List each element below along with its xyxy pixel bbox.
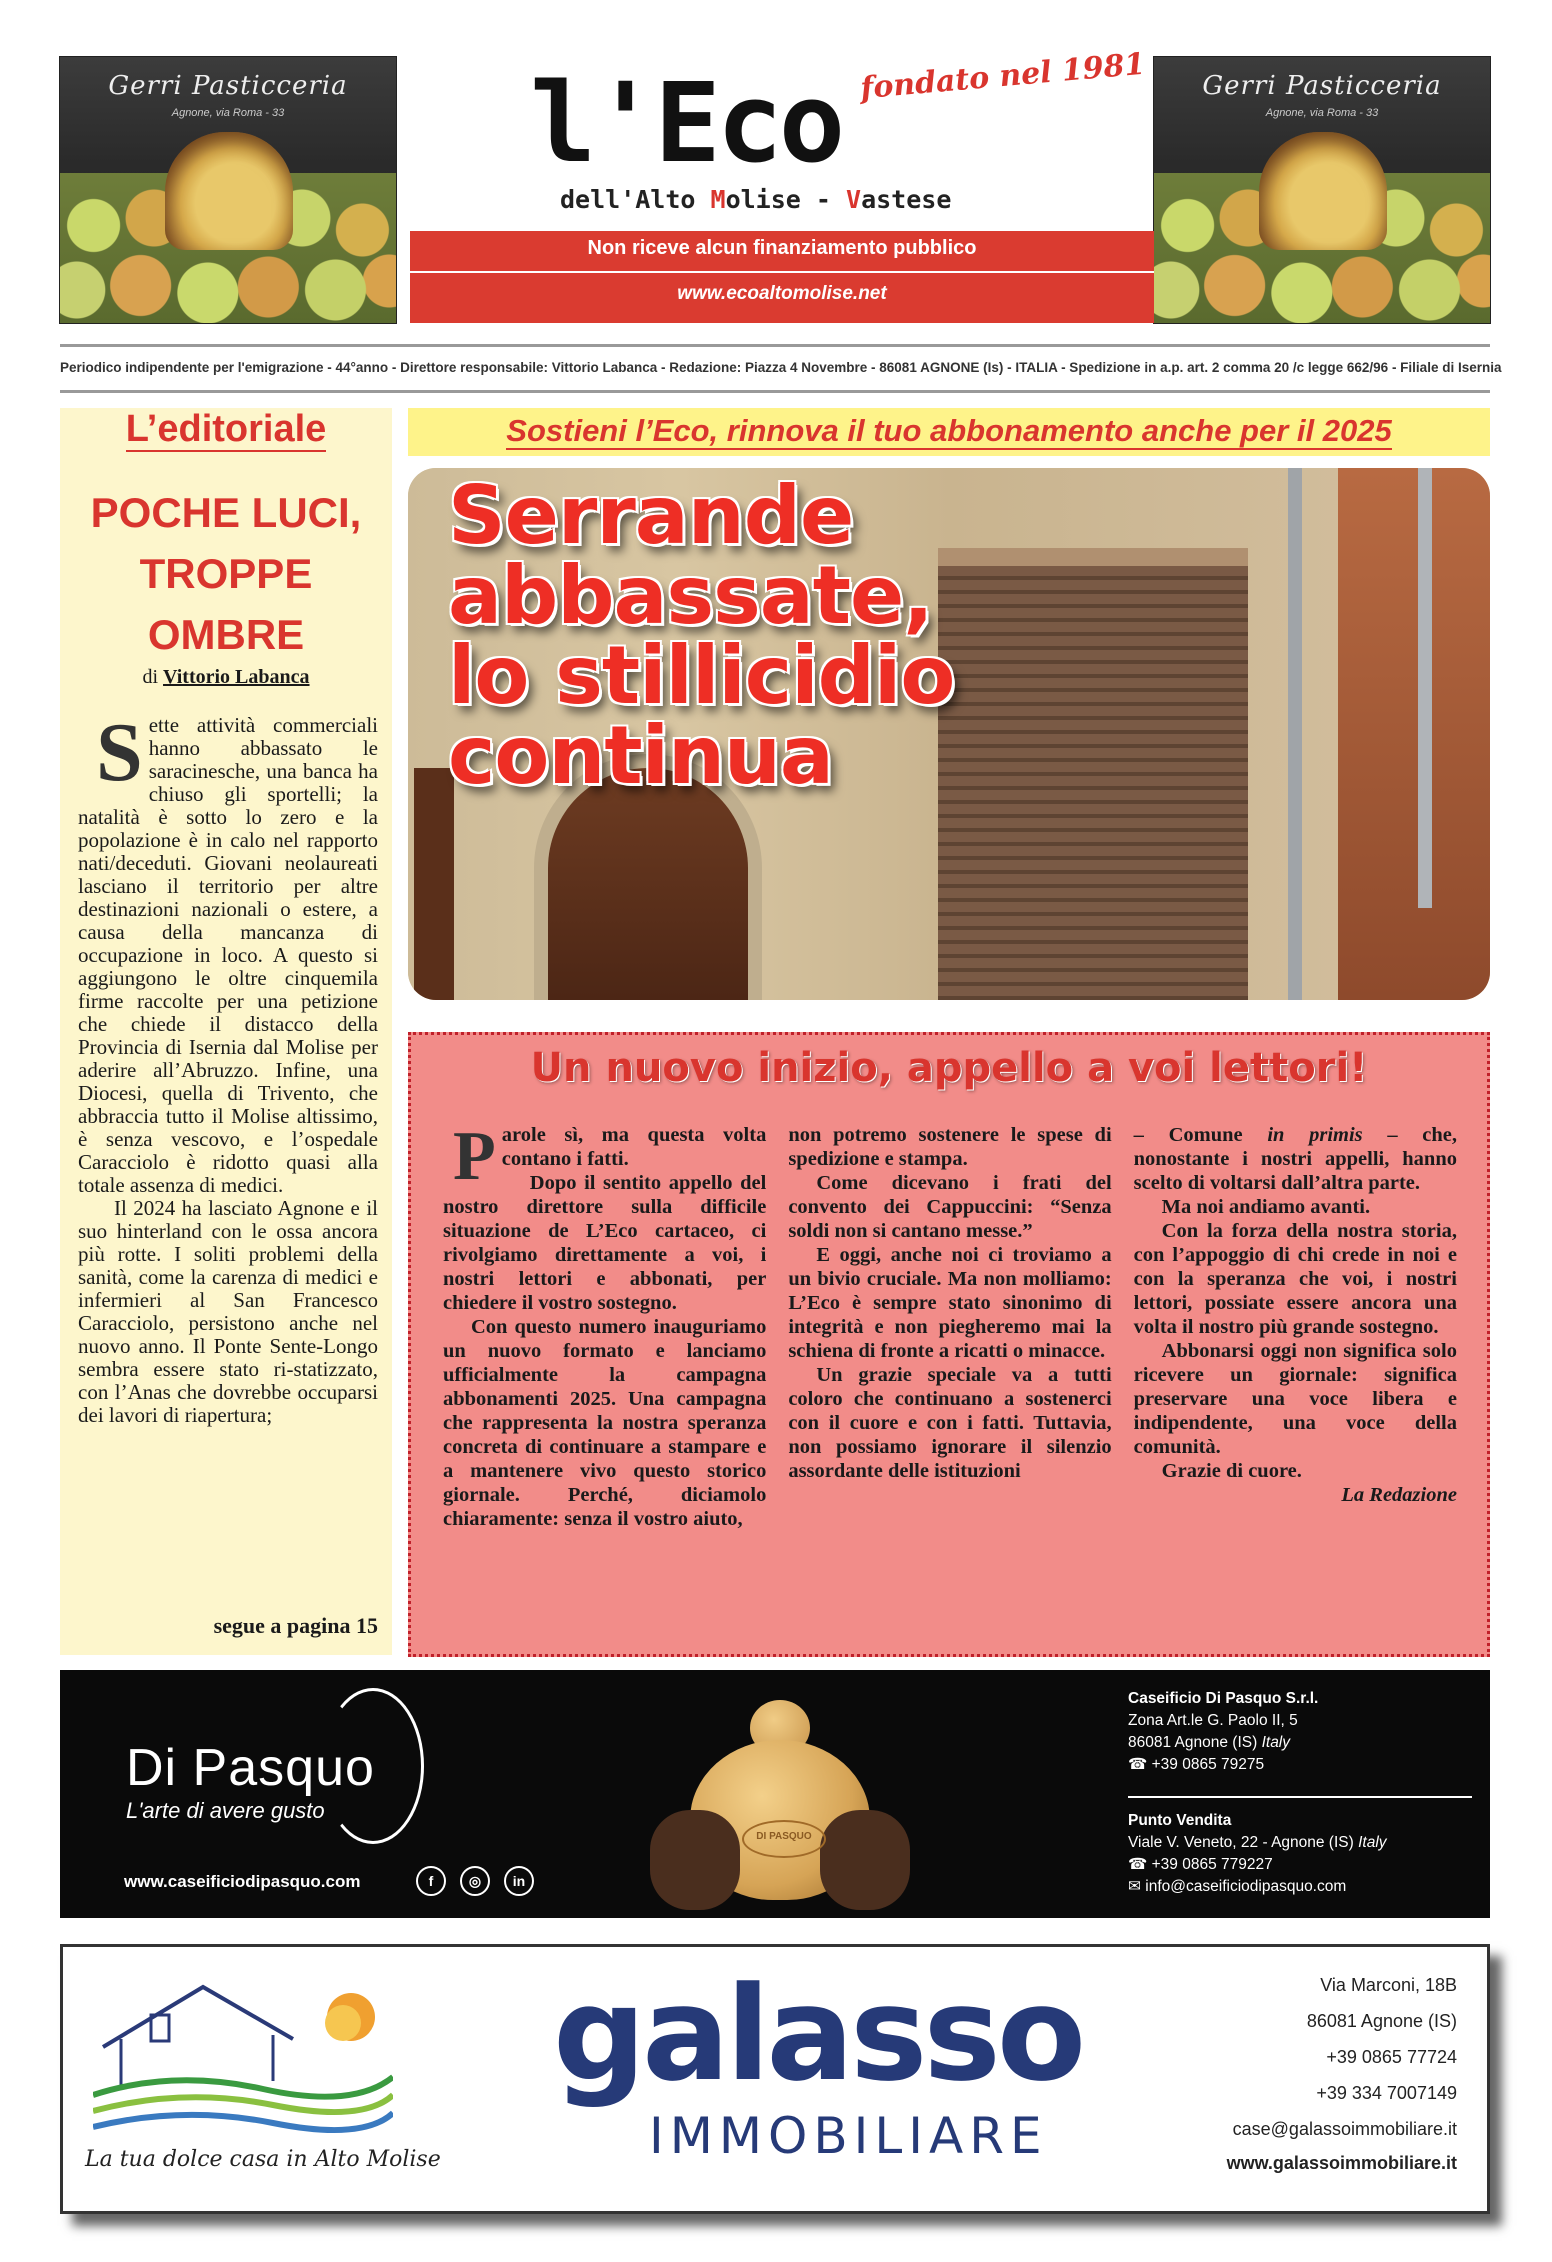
divider <box>60 390 1490 393</box>
pastry-ad-title: Gerri Pasticceria <box>108 71 348 101</box>
linkedin-icon[interactable]: in <box>504 1866 534 1896</box>
founded-tag: fondato nel 1981 <box>859 46 1147 107</box>
arched-door <box>548 768 748 1000</box>
appeal-article <box>408 1032 1490 1657</box>
drop-cap: S <box>96 706 143 799</box>
dipasquo-slogan: L'arte di avere gusto <box>126 1798 325 1823</box>
galasso-phone-2[interactable]: +39 334 7007149 <box>1316 2083 1457 2103</box>
website-link[interactable]: www.ecoaltomolise.net <box>677 283 887 304</box>
lead-headline[interactable]: Serrande abbassate, lo stillicidio continua <box>448 469 955 802</box>
galasso-phone-1[interactable]: +39 0865 77724 <box>1326 2047 1457 2067</box>
editorial-headline: POCHE LUCI, TROPPE OMBRE <box>90 489 362 658</box>
dipasquo-email[interactable]: ✉ info@caseificiodipasquo.com <box>1128 1878 1347 1895</box>
editorial-column <box>60 408 392 1655</box>
divider <box>410 271 1154 273</box>
galasso-website[interactable]: www.galassoimmobiliare.it <box>1226 2153 1457 2173</box>
dipasquo-logo: Di Pasquo <box>126 1739 375 1797</box>
galasso-subtitle: IMMOBILIARE <box>649 2107 1048 2165</box>
subscribe-banner[interactable]: Sostieni l’Eco, rinnova il tuo abbonamento anche per il 2025 <box>408 408 1490 456</box>
pastry-ad-address: Agnone, via Roma - 33 <box>171 107 285 119</box>
caciocavallo-image <box>650 1700 910 1900</box>
pastry-ad-left[interactable] <box>60 57 396 323</box>
panettone-image <box>1259 132 1387 250</box>
newspaper-name: l'Eco <box>530 59 842 187</box>
rolled-shutter <box>938 548 1248 1000</box>
divider <box>1128 1796 1472 1798</box>
pastry-ad-right[interactable] <box>1154 57 1490 323</box>
publication-info: Periodico indipendente per l'emigrazione - 44°anno - Direttore responsabile: Vittorio Labanca - Redazione: Piazza 4 Novembre - 86081 AGNONE (Is) - ITALIA - Spedizione in a.p. art. 2 comma 20 /c legge 662/96 - Filiale di Isernia <box>60 360 1502 375</box>
signature: La Redazione <box>1341 1484 1457 1506</box>
appeal-column-1: Parole sì, ma questa volta contano i fatti. Dopo il sentito appello del nostro direttore sulla difficile situazione de L’Eco cartaceo, ci rivolgiamo direttamente a voi, i nostri lettori e abbonati, per chiedere il vostro sostegno. Con questo numero inauguriamo un nuovo formato e lanciamo ufficialmente la campagna abbonamenti 2025. Una campagna che rappresenta la nostra speranza concreta di continuare a stampare e a mantenere vivo questo storico giornale. Perché, diciamolo chiaramente: senza il vostro aiuto, <box>443 1118 767 1530</box>
editorial-byline: di Vittorio Labanca <box>142 666 310 688</box>
dipasquo-website[interactable]: www.caseificiodipasquo.com <box>124 1872 361 1891</box>
appeal-column-3: – Comune in primis – che, nonostante i nostri appelli, hanno scelto di voltarsi dall’altra parte. Ma noi andiamo avanti. Con la forza della nostra storia, con l’appoggio di chi crede in noi e con la speranza che voi, i nostri lettori, possiate essere ancora una volta il nostro più grande sostegno. Abbonarsi oggi non significa solo ricevere un giornale: significa preservare una voce libera e indipendente, una voce della comunità. Grazie di cuore. La Redazione <box>1133 1124 1457 1506</box>
dipasquo-ad[interactable] <box>60 1670 1490 1918</box>
panettone-image <box>165 132 293 250</box>
galasso-email[interactable]: case@galassoimmobiliare.it <box>1232 2119 1457 2139</box>
lead-photo <box>408 468 1490 1000</box>
pastry-ad-title: Gerri Pasticceria <box>1202 71 1442 101</box>
galasso-slogan: La tua dolce casa in Alto Molise <box>85 2147 441 2172</box>
divider <box>60 344 1490 347</box>
facebook-icon[interactable]: f <box>416 1866 446 1896</box>
newspaper-subtitle: dell'Alto Molise - Vastese <box>560 185 952 214</box>
masthead-bar <box>410 231 1154 323</box>
house-logo-icon <box>93 1977 393 2147</box>
continued-link[interactable]: segue a pagina 15 <box>213 1613 378 1638</box>
galasso-ad[interactable] <box>60 1944 1490 2214</box>
editorial-body: Sette attività commerciali hanno abbassato le saracinesche, una banca ha chiuso gli sportelli; la natalità è sotto lo zero e la popolazione è in calo nel rapporto nati/deceduti. Giovani neolaureati lasciano il territorio per altre destinazioni nazionali o estere, a causa della mancanza di occupazione in loco. A questo si aggiungono le oltre cinquemila firme raccolte per una petizione che chiede il distacco della Provincia di Isernia dal Molise per aderire all’Abruzzo. Infine, una Diocesi, quella di Trivento, che abbraccia tutto il Molise altissimo, è senza vescovo, e l’ospedale Caracciolo è ridotto quasi alla totale assenza di medici. Il 2024 ha lasciato Agnone e il suo hinterland con le ossa ancora più rotte. I soliti problemi della sanità, come la carenza di medici e infermieri al San Francesco Caracciolo, persistono anche nel nuovo anno. Il Ponte Sente-Longo sembra essere stato ri-statizzato, con l’Anas che dovrebbe occuparsi dei lavori di riapertura; <box>78 706 378 1427</box>
pastry-ad-address: Agnone, via Roma - 33 <box>1265 107 1379 119</box>
drop-cap: P <box>453 1118 496 1195</box>
appeal-column-2: non potremo sostenere le spese di spedizione e stampa. Come dicevano i frati del convento dei Cappuccini: “Senza soldi non si cantano messe.” E oggi, anche noi ci troviamo a un bivio cruciale. Ma non molliamo: L’Eco è sempre stato sinonimo di integrità e non piegheremo mai la schiena di fronte a ricatti o minacce. Un grazie speciale va a tutti coloro che continuano a sostenerci con il cuore e con i fatti. Tuttavia, non possiamo ignorare il silenzio assordante delle istituzioni <box>788 1124 1112 1482</box>
instagram-icon[interactable]: ◎ <box>460 1866 490 1896</box>
editorial-kicker: L’editoriale <box>125 408 327 450</box>
dipasquo-company-info: Caseificio Di Pasquo S.r.l. Zona Art.le G. Paolo II, 5 86081 Agnone (IS) Italy ☎ +39 0865 79275 <box>1128 1690 1319 1773</box>
no-funding-note: Non riceve alcun finanziamento pubblico <box>587 237 977 259</box>
cheese-brand-stamp: DI PASQUO <box>742 1820 826 1858</box>
appeal-headline[interactable]: Un nuovo inizio, appello a voi lettori! <box>530 1045 1368 1091</box>
masthead-logo[interactable] <box>410 46 1154 227</box>
galasso-logo: galasso <box>553 1958 1083 2110</box>
galasso-address: Via Marconi, 18B <box>1320 1975 1457 1995</box>
dipasquo-shop-info: Punto Vendita Viale V. Veneto, 22 - Agnone (IS) Italy ☎ +39 0865 779227 ✉ info@caseificiodipasquo.com <box>1128 1810 1387 1898</box>
galasso-city: 86081 Agnone (IS) <box>1306 2011 1457 2031</box>
